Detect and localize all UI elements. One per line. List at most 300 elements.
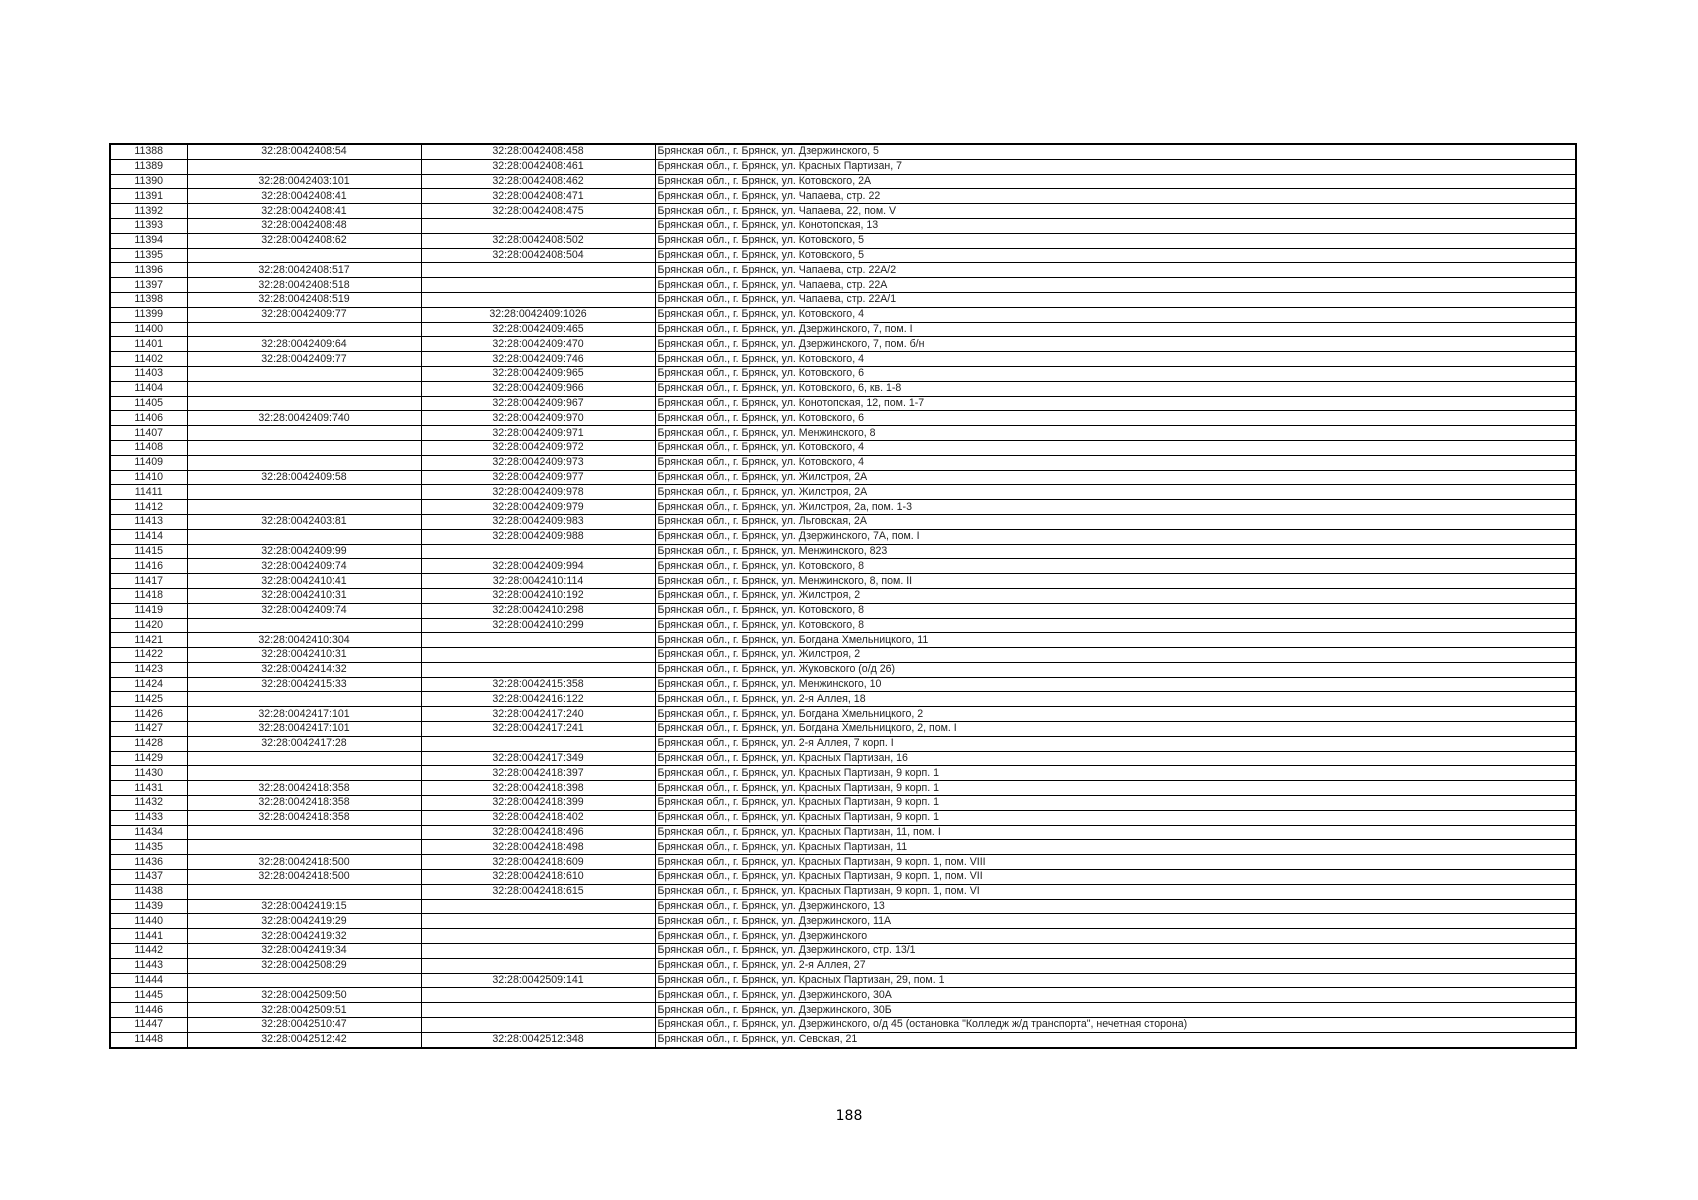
address-cell: Брянская обл., г. Брянск, ул. Менжинского, 8 <box>655 426 1576 441</box>
table-row <box>110 603 1576 618</box>
row-number-cell: 11393 <box>110 218 187 233</box>
land-parcel-cadastral-cell: 32:28:0042409:64 <box>187 337 421 352</box>
land-parcel-cadastral-cell <box>187 751 421 766</box>
row-number-cell: 11409 <box>110 455 187 470</box>
row-number-cell: 11410 <box>110 470 187 485</box>
row-number-cell: 11402 <box>110 352 187 367</box>
object-cadastral-cell: 32:28:0042418:398 <box>421 781 655 796</box>
object-cadastral-cell: 32:28:0042409:470 <box>421 337 655 352</box>
address-cell: Брянская обл., г. Брянск, ул. Красных Партизан, 9 корп. 1 <box>655 796 1576 811</box>
row-number-cell: 11427 <box>110 722 187 737</box>
object-cadastral-cell: 32:28:0042417:241 <box>421 722 655 737</box>
table-row <box>110 766 1576 781</box>
table-row <box>110 307 1576 322</box>
object-cadastral-cell: 32:28:0042409:465 <box>421 322 655 337</box>
row-number-cell: 11437 <box>110 870 187 885</box>
table-row <box>110 559 1576 574</box>
table-row <box>110 944 1576 959</box>
table-row <box>110 396 1576 411</box>
address-cell: Брянская обл., г. Брянск, ул. Котовского, 4 <box>655 440 1576 455</box>
land-parcel-cadastral-cell: 32:28:0042417:28 <box>187 736 421 751</box>
land-parcel-cadastral-cell: 32:28:0042409:740 <box>187 411 421 426</box>
table-row <box>110 174 1576 189</box>
row-number-cell: 11405 <box>110 396 187 411</box>
row-number-cell: 11422 <box>110 648 187 663</box>
object-cadastral-cell <box>421 662 655 677</box>
object-cadastral-cell: 32:28:0042418:615 <box>421 884 655 899</box>
address-cell: Брянская обл., г. Брянск, ул. Дзержинского, 13 <box>655 899 1576 914</box>
object-cadastral-cell <box>421 633 655 648</box>
address-cell: Брянская обл., г. Брянск, ул. Жилстроя, 2 <box>655 648 1576 663</box>
object-cadastral-cell: 32:28:0042409:977 <box>421 470 655 485</box>
land-parcel-cadastral-cell: 32:28:0042418:358 <box>187 810 421 825</box>
object-cadastral-cell: 32:28:0042409:978 <box>421 485 655 500</box>
address-cell: Брянская обл., г. Брянск, ул. Котовского, 5 <box>655 233 1576 248</box>
land-parcel-cadastral-cell: 32:28:0042409:58 <box>187 470 421 485</box>
row-number-cell: 11444 <box>110 973 187 988</box>
land-parcel-cadastral-cell: 32:28:0042509:51 <box>187 1003 421 1018</box>
object-cadastral-cell: 32:28:0042417:240 <box>421 707 655 722</box>
row-number-cell: 11441 <box>110 929 187 944</box>
row-number-cell: 11417 <box>110 574 187 589</box>
land-parcel-cadastral-cell: 32:28:0042414:32 <box>187 662 421 677</box>
row-number-cell: 11420 <box>110 618 187 633</box>
table-row <box>110 722 1576 737</box>
address-cell: Брянская обл., г. Брянск, ул. Жилстроя, 2а, пом. 1-3 <box>655 500 1576 515</box>
land-parcel-cadastral-cell: 32:28:0042409:77 <box>187 352 421 367</box>
address-cell: Брянская обл., г. Брянск, ул. Чапаева, стр. 22А/2 <box>655 263 1576 278</box>
table-row <box>110 825 1576 840</box>
table-row <box>110 263 1576 278</box>
address-cell: Брянская обл., г. Брянск, ул. Дзержинского, 30Б <box>655 1003 1576 1018</box>
object-cadastral-cell: 32:28:0042410:192 <box>421 588 655 603</box>
object-cadastral-cell <box>421 263 655 278</box>
object-cadastral-cell: 32:28:0042409:746 <box>421 352 655 367</box>
row-number-cell: 11447 <box>110 1018 187 1033</box>
address-cell: Брянская обл., г. Брянск, ул. Котовского, 2А <box>655 174 1576 189</box>
object-cadastral-cell: 32:28:0042409:966 <box>421 381 655 396</box>
land-parcel-cadastral-cell: 32:28:0042418:500 <box>187 870 421 885</box>
row-number-cell: 11419 <box>110 603 187 618</box>
address-cell: Брянская обл., г. Брянск, ул. Жилстроя, 2 <box>655 588 1576 603</box>
table-row <box>110 870 1576 885</box>
table-row <box>110 662 1576 677</box>
table-row <box>110 455 1576 470</box>
object-cadastral-cell <box>421 544 655 559</box>
address-cell: Брянская обл., г. Брянск, ул. Конотопская, 13 <box>655 218 1576 233</box>
land-parcel-cadastral-cell: 32:28:0042417:101 <box>187 707 421 722</box>
row-number-cell: 11391 <box>110 189 187 204</box>
land-parcel-cadastral-cell: 32:28:0042410:31 <box>187 588 421 603</box>
land-parcel-cadastral-cell: 32:28:0042419:32 <box>187 929 421 944</box>
object-cadastral-cell: 32:28:0042409:973 <box>421 455 655 470</box>
object-cadastral-cell: 32:28:0042410:298 <box>421 603 655 618</box>
land-parcel-cadastral-cell <box>187 884 421 899</box>
land-parcel-cadastral-cell <box>187 692 421 707</box>
row-number-cell: 11428 <box>110 736 187 751</box>
object-cadastral-cell: 32:28:0042408:504 <box>421 248 655 263</box>
table-row <box>110 648 1576 663</box>
table-row <box>110 144 1576 159</box>
row-number-cell: 11404 <box>110 381 187 396</box>
address-cell: Брянская обл., г. Брянск, ул. Чапаева, стр. 22А <box>655 278 1576 293</box>
address-cell: Брянская обл., г. Брянск, ул. Конотопская, 12, пом. 1-7 <box>655 396 1576 411</box>
address-cell: Брянская обл., г. Брянск, ул. Котовского, 8 <box>655 603 1576 618</box>
row-number-cell: 11395 <box>110 248 187 263</box>
address-cell: Брянская обл., г. Брянск, ул. Дзержинского, 30А <box>655 988 1576 1003</box>
row-number-cell: 11388 <box>110 144 187 159</box>
table-row <box>110 958 1576 973</box>
register-sheet <box>109 143 1575 1049</box>
table-row <box>110 440 1576 455</box>
row-number-cell: 11435 <box>110 840 187 855</box>
table-row <box>110 884 1576 899</box>
table-row <box>110 337 1576 352</box>
land-parcel-cadastral-cell <box>187 825 421 840</box>
object-cadastral-cell: 32:28:0042408:471 <box>421 189 655 204</box>
property-register-table <box>109 143 1577 1049</box>
object-cadastral-cell: 32:28:0042410:114 <box>421 574 655 589</box>
address-cell: Брянская обл., г. Брянск, ул. 2-я Аллея, 7 корп. I <box>655 736 1576 751</box>
table-row <box>110 470 1576 485</box>
register-table-body <box>110 144 1576 1048</box>
row-number-cell: 11389 <box>110 159 187 174</box>
land-parcel-cadastral-cell <box>187 396 421 411</box>
table-row <box>110 840 1576 855</box>
row-number-cell: 11394 <box>110 233 187 248</box>
land-parcel-cadastral-cell: 32:28:0042512:42 <box>187 1032 421 1047</box>
table-row <box>110 914 1576 929</box>
land-parcel-cadastral-cell: 32:28:0042509:50 <box>187 988 421 1003</box>
land-parcel-cadastral-cell <box>187 618 421 633</box>
row-number-cell: 11415 <box>110 544 187 559</box>
page-number: 188 <box>835 1108 863 1124</box>
address-cell: Брянская обл., г. Брянск, ул. Котовского, 5 <box>655 248 1576 263</box>
address-cell: Брянская обл., г. Брянск, ул. Котовского, 6 <box>655 411 1576 426</box>
row-number-cell: 11401 <box>110 337 187 352</box>
land-parcel-cadastral-cell: 32:28:0042409:99 <box>187 544 421 559</box>
object-cadastral-cell: 32:28:0042409:965 <box>421 366 655 381</box>
row-number-cell: 11448 <box>110 1032 187 1047</box>
address-cell: Брянская обл., г. Брянск, ул. Красных Партизан, 9 корп. 1 <box>655 766 1576 781</box>
row-number-cell: 11443 <box>110 958 187 973</box>
address-cell: Брянская обл., г. Брянск, ул. Богдана Хмельницкого, 2 <box>655 707 1576 722</box>
land-parcel-cadastral-cell <box>187 381 421 396</box>
row-number-cell: 11399 <box>110 307 187 322</box>
object-cadastral-cell: 32:28:0042418:498 <box>421 840 655 855</box>
land-parcel-cadastral-cell: 32:28:0042408:519 <box>187 292 421 307</box>
table-row <box>110 618 1576 633</box>
address-cell: Брянская обл., г. Брянск, ул. Богдана Хмельницкого, 11 <box>655 633 1576 648</box>
object-cadastral-cell <box>421 958 655 973</box>
land-parcel-cadastral-cell <box>187 426 421 441</box>
land-parcel-cadastral-cell: 32:28:0042408:62 <box>187 233 421 248</box>
object-cadastral-cell: 32:28:0042410:299 <box>421 618 655 633</box>
land-parcel-cadastral-cell <box>187 455 421 470</box>
land-parcel-cadastral-cell <box>187 159 421 174</box>
row-number-cell: 11392 <box>110 204 187 219</box>
table-row <box>110 248 1576 263</box>
address-cell: Брянская обл., г. Брянск, ул. Котовского, 6, кв. 1-8 <box>655 381 1576 396</box>
land-parcel-cadastral-cell: 32:28:0042419:29 <box>187 914 421 929</box>
object-cadastral-cell: 32:28:0042418:609 <box>421 855 655 870</box>
table-row <box>110 781 1576 796</box>
object-cadastral-cell: 32:28:0042418:397 <box>421 766 655 781</box>
address-cell: Брянская обл., г. Брянск, ул. Котовского, 4 <box>655 352 1576 367</box>
row-number-cell: 11416 <box>110 559 187 574</box>
row-number-cell: 11400 <box>110 322 187 337</box>
table-row <box>110 204 1576 219</box>
object-cadastral-cell: 32:28:0042418:402 <box>421 810 655 825</box>
address-cell: Брянская обл., г. Брянск, ул. Жилстроя, 2А <box>655 485 1576 500</box>
table-row <box>110 381 1576 396</box>
table-row <box>110 529 1576 544</box>
row-number-cell: 11397 <box>110 278 187 293</box>
object-cadastral-cell: 32:28:0042409:988 <box>421 529 655 544</box>
land-parcel-cadastral-cell: 32:28:0042409:74 <box>187 559 421 574</box>
land-parcel-cadastral-cell: 32:28:0042415:33 <box>187 677 421 692</box>
land-parcel-cadastral-cell: 32:28:0042508:29 <box>187 958 421 973</box>
object-cadastral-cell: 32:28:0042408:462 <box>421 174 655 189</box>
object-cadastral-cell: 32:28:0042409:979 <box>421 500 655 515</box>
table-row <box>110 707 1576 722</box>
object-cadastral-cell <box>421 929 655 944</box>
table-row <box>110 1018 1576 1033</box>
object-cadastral-cell: 32:28:0042409:967 <box>421 396 655 411</box>
object-cadastral-cell: 32:28:0042509:141 <box>421 973 655 988</box>
land-parcel-cadastral-cell: 32:28:0042419:15 <box>187 899 421 914</box>
object-cadastral-cell: 32:28:0042408:458 <box>421 144 655 159</box>
land-parcel-cadastral-cell <box>187 485 421 500</box>
land-parcel-cadastral-cell: 32:28:0042419:34 <box>187 944 421 959</box>
table-row <box>110 292 1576 307</box>
row-number-cell: 11433 <box>110 810 187 825</box>
row-number-cell: 11413 <box>110 514 187 529</box>
address-cell: Брянская обл., г. Брянск, ул. Чапаева, стр. 22А/1 <box>655 292 1576 307</box>
land-parcel-cadastral-cell: 32:28:0042409:74 <box>187 603 421 618</box>
table-row <box>110 233 1576 248</box>
land-parcel-cadastral-cell: 32:28:0042403:101 <box>187 174 421 189</box>
object-cadastral-cell: 32:28:0042408:475 <box>421 204 655 219</box>
land-parcel-cadastral-cell: 32:28:0042410:304 <box>187 633 421 648</box>
table-row <box>110 973 1576 988</box>
table-row <box>110 929 1576 944</box>
table-row <box>110 514 1576 529</box>
table-row <box>110 810 1576 825</box>
table-row <box>110 855 1576 870</box>
land-parcel-cadastral-cell: 32:28:0042410:41 <box>187 574 421 589</box>
address-cell: Брянская обл., г. Брянск, ул. Котовского, 6 <box>655 366 1576 381</box>
address-cell: Брянская обл., г. Брянск, ул. Севская, 21 <box>655 1032 1576 1047</box>
address-cell: Брянская обл., г. Брянск, ул. Красных Партизан, 9 корп. 1, пом. VII <box>655 870 1576 885</box>
address-cell: Брянская обл., г. Брянск, ул. Котовского, 8 <box>655 559 1576 574</box>
land-parcel-cadastral-cell: 32:28:0042408:517 <box>187 263 421 278</box>
address-cell: Брянская обл., г. Брянск, ул. Красных Партизан, 11 <box>655 840 1576 855</box>
object-cadastral-cell: 32:28:0042417:349 <box>421 751 655 766</box>
address-cell: Брянская обл., г. Брянск, ул. Дзержинского, 7, пом. б/н <box>655 337 1576 352</box>
table-row <box>110 633 1576 648</box>
land-parcel-cadastral-cell: 32:28:0042418:500 <box>187 855 421 870</box>
land-parcel-cadastral-cell: 32:28:0042403:81 <box>187 514 421 529</box>
land-parcel-cadastral-cell: 32:28:0042409:77 <box>187 307 421 322</box>
object-cadastral-cell <box>421 899 655 914</box>
object-cadastral-cell: 32:28:0042416:122 <box>421 692 655 707</box>
object-cadastral-cell: 32:28:0042418:399 <box>421 796 655 811</box>
table-row <box>110 588 1576 603</box>
object-cadastral-cell <box>421 278 655 293</box>
row-number-cell: 11426 <box>110 707 187 722</box>
address-cell: Брянская обл., г. Брянск, ул. Дзержинского, 11А <box>655 914 1576 929</box>
address-cell: Брянская обл., г. Брянск, ул. Красных Партизан, 11, пом. I <box>655 825 1576 840</box>
address-cell: Брянская обл., г. Брянск, ул. Дзержинского, 7, пом. I <box>655 322 1576 337</box>
object-cadastral-cell <box>421 988 655 1003</box>
address-cell: Брянская обл., г. Брянск, ул. Менжинского, 823 <box>655 544 1576 559</box>
address-cell: Брянская обл., г. Брянск, ул. Красных Партизан, 9 корп. 1 <box>655 810 1576 825</box>
row-number-cell: 11412 <box>110 500 187 515</box>
address-cell: Брянская обл., г. Брянск, ул. Льговская, 2А <box>655 514 1576 529</box>
address-cell: Брянская обл., г. Брянск, ул. Дзержинского, 7А, пом. I <box>655 529 1576 544</box>
address-cell: Брянская обл., г. Брянск, ул. Дзержинского <box>655 929 1576 944</box>
address-cell: Брянская обл., г. Брянск, ул. Менжинского, 8, пом. II <box>655 574 1576 589</box>
row-number-cell: 11408 <box>110 440 187 455</box>
table-row <box>110 988 1576 1003</box>
land-parcel-cadastral-cell: 32:28:0042408:41 <box>187 204 421 219</box>
table-row <box>110 677 1576 692</box>
land-parcel-cadastral-cell: 32:28:0042408:54 <box>187 144 421 159</box>
address-cell: Брянская обл., г. Брянск, ул. Красных Партизан, 7 <box>655 159 1576 174</box>
row-number-cell: 11439 <box>110 899 187 914</box>
table-row <box>110 485 1576 500</box>
row-number-cell: 11390 <box>110 174 187 189</box>
address-cell: Брянская обл., г. Брянск, ул. Красных Партизан, 16 <box>655 751 1576 766</box>
table-row <box>110 189 1576 204</box>
address-cell: Брянская обл., г. Брянск, ул. Котовского, 4 <box>655 307 1576 322</box>
row-number-cell: 11418 <box>110 588 187 603</box>
object-cadastral-cell: 32:28:0042408:461 <box>421 159 655 174</box>
object-cadastral-cell: 32:28:0042409:971 <box>421 426 655 441</box>
table-row <box>110 159 1576 174</box>
land-parcel-cadastral-cell <box>187 366 421 381</box>
object-cadastral-cell: 32:28:0042408:502 <box>421 233 655 248</box>
row-number-cell: 11396 <box>110 263 187 278</box>
object-cadastral-cell <box>421 914 655 929</box>
land-parcel-cadastral-cell: 32:28:0042417:101 <box>187 722 421 737</box>
object-cadastral-cell: 32:28:0042512:348 <box>421 1032 655 1047</box>
land-parcel-cadastral-cell: 32:28:0042418:358 <box>187 796 421 811</box>
land-parcel-cadastral-cell: 32:28:0042418:358 <box>187 781 421 796</box>
land-parcel-cadastral-cell: 32:28:0042408:518 <box>187 278 421 293</box>
object-cadastral-cell: 32:28:0042418:610 <box>421 870 655 885</box>
land-parcel-cadastral-cell: 32:28:0042410:31 <box>187 648 421 663</box>
object-cadastral-cell <box>421 292 655 307</box>
address-cell: Брянская обл., г. Брянск, ул. Чапаева, 22, пом. V <box>655 204 1576 219</box>
row-number-cell: 11446 <box>110 1003 187 1018</box>
object-cadastral-cell: 32:28:0042409:994 <box>421 559 655 574</box>
table-row <box>110 426 1576 441</box>
address-cell: Брянская обл., г. Брянск, ул. Красных Партизан, 29, пом. 1 <box>655 973 1576 988</box>
object-cadastral-cell: 32:28:0042418:496 <box>421 825 655 840</box>
row-number-cell: 11442 <box>110 944 187 959</box>
table-row <box>110 1032 1576 1047</box>
address-cell: Брянская обл., г. Брянск, ул. Чапаева, стр. 22 <box>655 189 1576 204</box>
table-row <box>110 899 1576 914</box>
table-row <box>110 218 1576 233</box>
row-number-cell: 11434 <box>110 825 187 840</box>
object-cadastral-cell: 32:28:0042409:970 <box>421 411 655 426</box>
address-cell: Брянская обл., г. Брянск, ул. Красных Партизан, 9 корп. 1, пом. VIII <box>655 855 1576 870</box>
row-number-cell: 11445 <box>110 988 187 1003</box>
row-number-cell: 11411 <box>110 485 187 500</box>
table-row <box>110 366 1576 381</box>
row-number-cell: 11436 <box>110 855 187 870</box>
land-parcel-cadastral-cell <box>187 248 421 263</box>
object-cadastral-cell: 32:28:0042415:358 <box>421 677 655 692</box>
object-cadastral-cell <box>421 1018 655 1033</box>
address-cell: Брянская обл., г. Брянск, ул. Жуковского (о/д 26) <box>655 662 1576 677</box>
row-number-cell: 11414 <box>110 529 187 544</box>
row-number-cell: 11407 <box>110 426 187 441</box>
address-cell: Брянская обл., г. Брянск, ул. Жилстроя, 2А <box>655 470 1576 485</box>
row-number-cell: 11430 <box>110 766 187 781</box>
address-cell: Брянская обл., г. Брянск, ул. Менжинского, 10 <box>655 677 1576 692</box>
row-number-cell: 11440 <box>110 914 187 929</box>
row-number-cell: 11438 <box>110 884 187 899</box>
table-row <box>110 574 1576 589</box>
table-row <box>110 1003 1576 1018</box>
table-row <box>110 278 1576 293</box>
address-cell: Брянская обл., г. Брянск, ул. Дзержинского, о/д 45 (остановка "Колледж ж/д транспорта", нечетная сторона) <box>655 1018 1576 1033</box>
address-cell: Брянская обл., г. Брянск, ул. 2-я Аллея, 27 <box>655 958 1576 973</box>
row-number-cell: 11432 <box>110 796 187 811</box>
address-cell: Брянская обл., г. Брянск, ул. Красных Партизан, 9 корп. 1, пом. VI <box>655 884 1576 899</box>
row-number-cell: 11421 <box>110 633 187 648</box>
land-parcel-cadastral-cell <box>187 973 421 988</box>
object-cadastral-cell: 32:28:0042409:972 <box>421 440 655 455</box>
row-number-cell: 11423 <box>110 662 187 677</box>
address-cell: Брянская обл., г. Брянск, ул. Красных Партизан, 9 корп. 1 <box>655 781 1576 796</box>
address-cell: Брянская обл., г. Брянск, ул. Дзержинского, 5 <box>655 144 1576 159</box>
row-number-cell: 11429 <box>110 751 187 766</box>
row-number-cell: 11425 <box>110 692 187 707</box>
row-number-cell: 11406 <box>110 411 187 426</box>
land-parcel-cadastral-cell <box>187 766 421 781</box>
table-row <box>110 796 1576 811</box>
table-row <box>110 736 1576 751</box>
object-cadastral-cell: 32:28:0042409:983 <box>421 514 655 529</box>
table-row <box>110 692 1576 707</box>
address-cell: Брянская обл., г. Брянск, ул. Котовского, 4 <box>655 455 1576 470</box>
table-row <box>110 322 1576 337</box>
land-parcel-cadastral-cell <box>187 529 421 544</box>
row-number-cell: 11398 <box>110 292 187 307</box>
land-parcel-cadastral-cell: 32:28:0042408:48 <box>187 218 421 233</box>
row-number-cell: 11431 <box>110 781 187 796</box>
row-number-cell: 11403 <box>110 366 187 381</box>
land-parcel-cadastral-cell: 32:28:0042510:47 <box>187 1018 421 1033</box>
land-parcel-cadastral-cell <box>187 322 421 337</box>
object-cadastral-cell <box>421 218 655 233</box>
table-row <box>110 352 1576 367</box>
table-row <box>110 411 1576 426</box>
address-cell: Брянская обл., г. Брянск, ул. Богдана Хмельницкого, 2, пом. I <box>655 722 1576 737</box>
land-parcel-cadastral-cell <box>187 500 421 515</box>
object-cadastral-cell: 32:28:0042409:1026 <box>421 307 655 322</box>
table-row <box>110 544 1576 559</box>
object-cadastral-cell <box>421 1003 655 1018</box>
object-cadastral-cell <box>421 944 655 959</box>
land-parcel-cadastral-cell: 32:28:0042408:41 <box>187 189 421 204</box>
object-cadastral-cell <box>421 648 655 663</box>
